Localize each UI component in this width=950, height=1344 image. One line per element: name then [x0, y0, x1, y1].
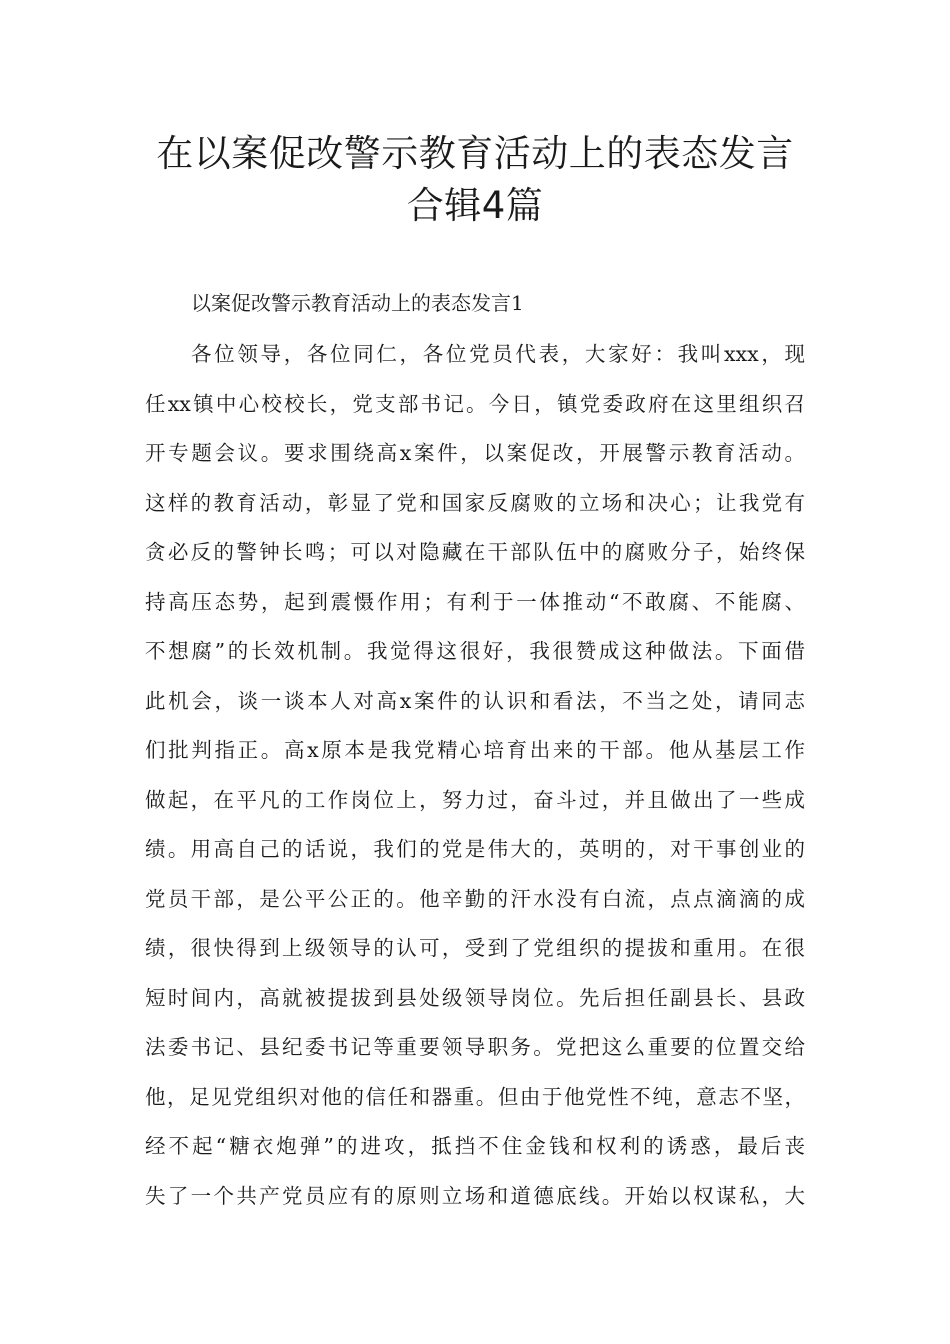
- document-title: [0, 128, 950, 232]
- paragraph-line: 开专题会议。要求围绕高x案件，以案促改，开展警示教育活动。: [145, 441, 805, 465]
- paragraph-line: 持高压态势，起到震慑作用；有利于一体推动“不敢腐、不能腐、: [145, 589, 805, 614]
- paragraph-line: 他，足见党组织对他的信任和器重。但由于他党性不纯，意志不坚，: [145, 1084, 805, 1109]
- paragraph-line: 做起，在平凡的工作岗位上，努力过，奋斗过，并且做出了一些成: [145, 787, 805, 812]
- paragraph-line: 法委书记、县纪委书记等重要领导职务。党把这么重要的位置交给: [145, 1035, 805, 1059]
- paragraph-line: 失了一个共产党员应有的原则立场和道德底线。开始以权谋私，大: [145, 1183, 805, 1208]
- paragraph-line: 们批判指正。高x原本是我党精心培育出来的干部。他从基层工作: [145, 738, 805, 762]
- paragraph-line: 短时间内，高就被提拔到县处级领导岗位。先后担任副县长、县政: [145, 985, 805, 1010]
- paragraph-line: 此机会，谈一谈本人对高x案件的认识和看法，不当之处，请同志: [145, 688, 805, 713]
- body-paragraph: [145, 330, 805, 1221]
- paragraph-line: 这样的教育活动，彰显了党和国家反腐败的立场和决心；让我党有: [145, 490, 805, 515]
- paragraph-line: 不想腐”的长效机制。我觉得这很好，我很赞成这种做法。下面借: [145, 639, 805, 663]
- paragraph-line: 经不起“糖衣炮弹”的进攻，抵挡不住金钱和权利的诱惑，最后丧: [145, 1134, 805, 1158]
- paragraph-line: 绩。用高自己的话说，我们的党是伟大的，英明的，对干事创业的: [145, 837, 805, 861]
- paragraph-line: 各位领导，各位同仁，各位党员代表，大家好：我叫xxx，现: [191, 342, 805, 366]
- title-line-2: 合辑4篇: [406, 184, 544, 227]
- paragraph-line: 任xx镇中心校校长，党支部书记。今日，镇党委政府在这里组织召: [145, 391, 805, 416]
- paragraph-line: 党员干部，是公平公正的。他辛勤的汗水没有白流，点点滴滴的成: [145, 886, 805, 911]
- paragraph-line: 贪必反的警钟长鸣；可以对隐藏在干部队伍中的腐败分子，始终保: [145, 540, 805, 564]
- paragraph-line: 绩，很快得到上级领导的认可，受到了党组织的提拔和重用。在很: [145, 936, 805, 960]
- title-line-1: 在以案促改警示教育活动上的表态发言: [156, 132, 794, 175]
- section-heading: 以案促改警示教育活动上的表态发言1: [191, 291, 524, 315]
